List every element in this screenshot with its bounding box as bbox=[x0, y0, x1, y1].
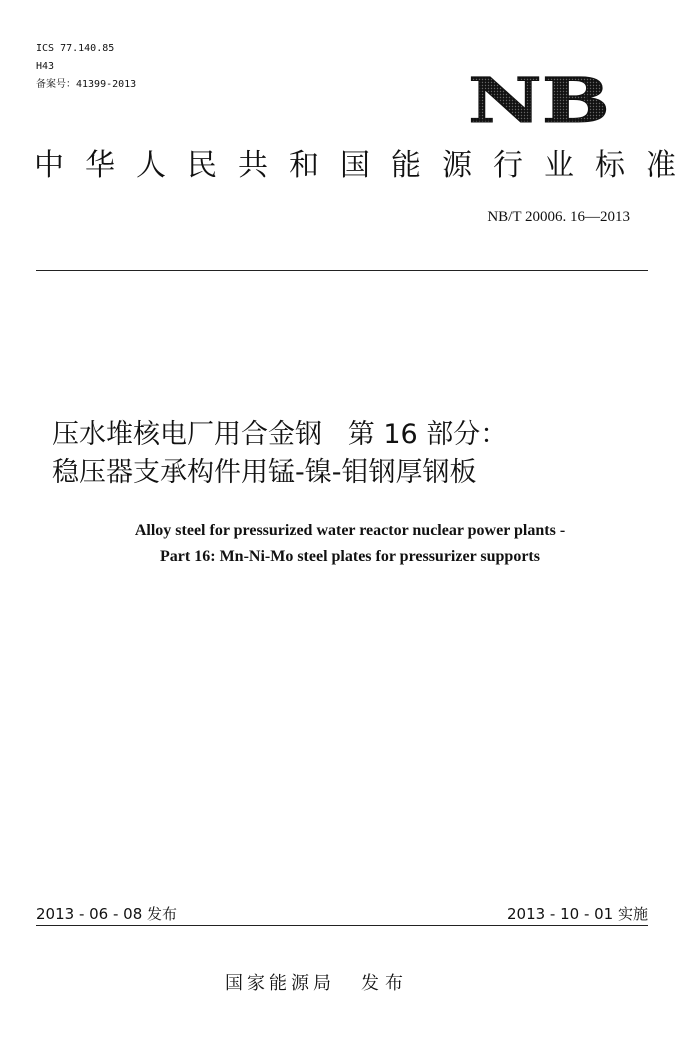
bottom-divider bbox=[36, 925, 648, 926]
nb-logo bbox=[466, 72, 612, 126]
ics-code: ICS 77.140.85 bbox=[36, 43, 115, 54]
nb-logo-icon bbox=[466, 72, 612, 126]
logo-text: NB bbox=[468, 72, 610, 126]
chinese-title-line-1: 压水堆核电厂用合金钢 第 16 部分： bbox=[52, 419, 508, 450]
issuing-category-title: 中华人民共和国能源行业标准 bbox=[34, 148, 697, 183]
chinese-title-line-2: 稳压器支承构件用锰-镍-钼钢厚钢板 bbox=[52, 457, 477, 488]
classification-code: H43 bbox=[36, 61, 55, 72]
english-title-line-2: Part 16: Mn-Ni-Mo steel plates for pressurizer supports bbox=[160, 548, 540, 565]
implementation-date: 2013 - 10 - 01 实施 bbox=[506, 905, 648, 923]
issuer-name: 国家能源局 bbox=[225, 973, 335, 994]
english-title-line-1: Alloy steel for pressurized water reactor nuclear power plants - bbox=[134, 522, 566, 539]
publish-date: 2013 - 06 - 08 发布 bbox=[36, 905, 178, 923]
standard-number: NB/T 20006. 16—2013 bbox=[487, 209, 630, 225]
issue-label: 发布 bbox=[361, 973, 409, 994]
top-divider bbox=[36, 270, 648, 271]
record-number: 备案号：41399-2013 bbox=[36, 79, 137, 90]
issuer-line bbox=[225, 972, 409, 996]
